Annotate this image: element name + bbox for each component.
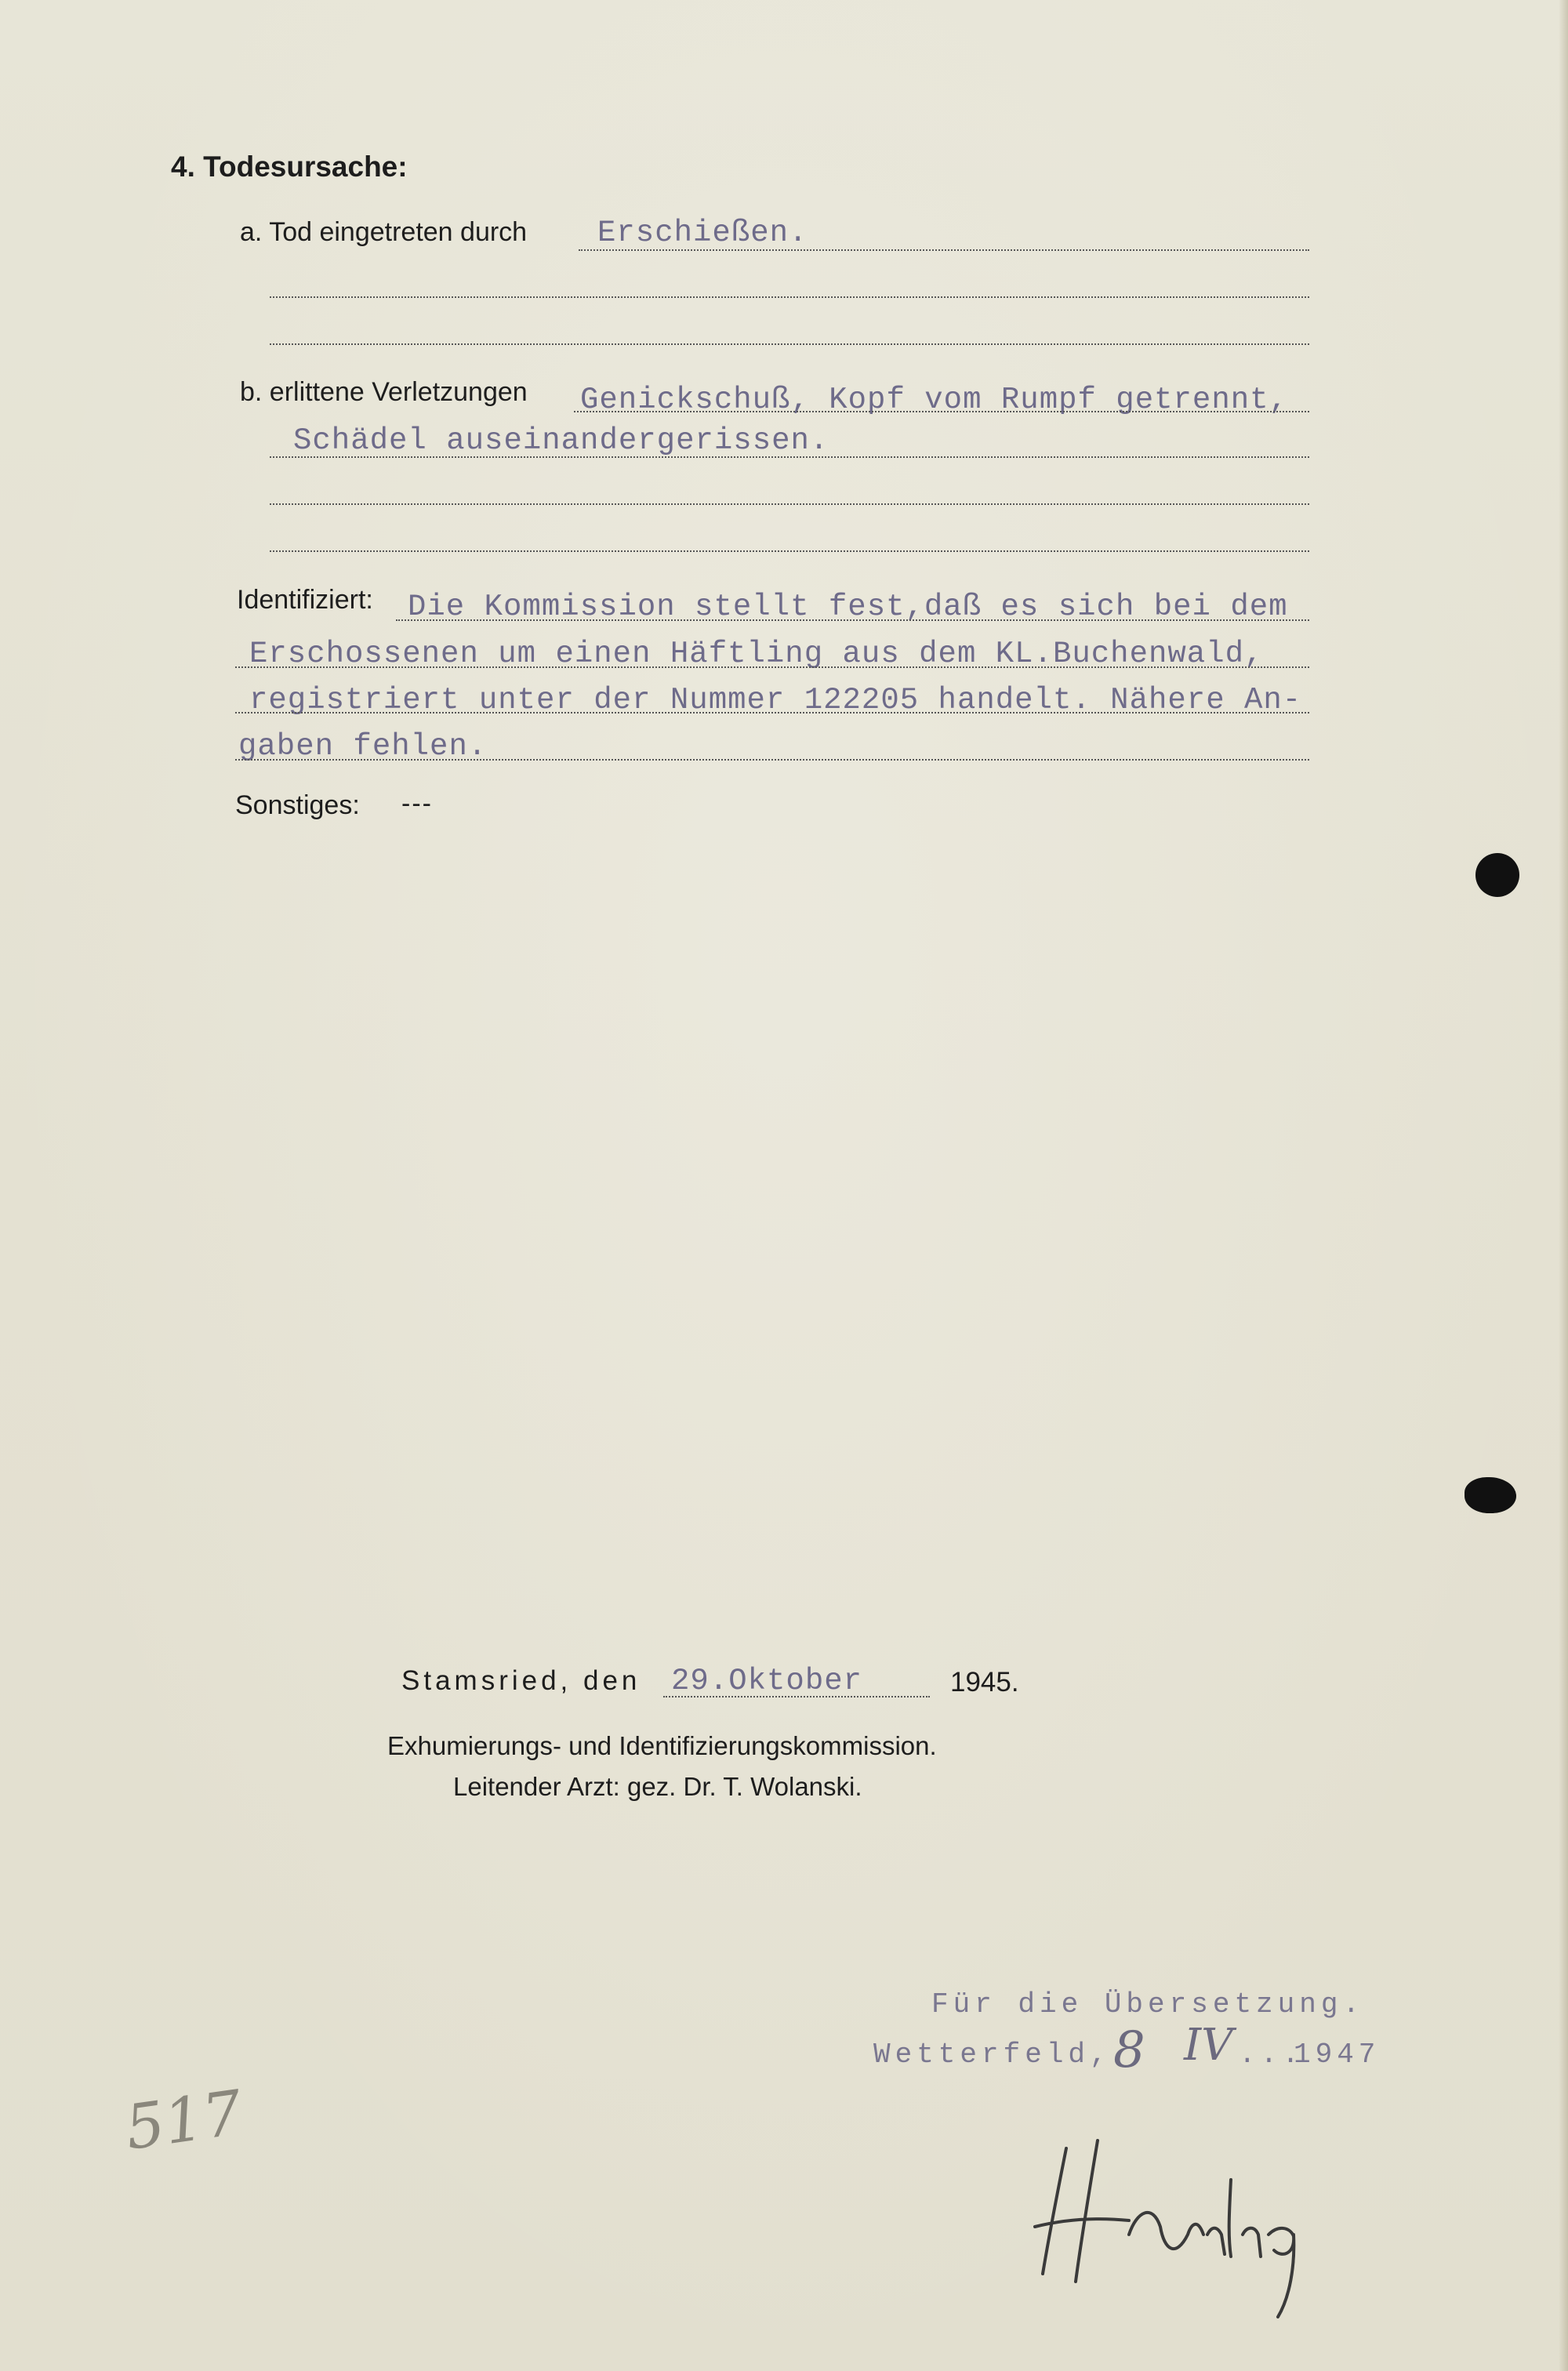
cause-value: Erschießen. [597,216,808,250]
dotted-line [396,619,1309,621]
dotted-line [270,503,1309,505]
dotted-line [235,666,1309,668]
dotted-line [270,343,1309,345]
translation-note: Für die Übersetzung. [931,1988,1365,2021]
signature [1019,2117,1348,2321]
identified-line4: gaben fehlen. [238,729,488,764]
cause-label: a. Tod eingetreten durch [240,217,528,247]
dotted-line [270,296,1309,298]
date-value: 29.Oktober [671,1664,863,1698]
dotted-line [574,411,1309,412]
punch-hole [1465,1477,1516,1513]
dotted-line [270,550,1309,552]
translation-place: Wetterfeld, [873,2039,1112,2071]
injuries-value-line2: Schädel auseinandergerissen. [293,423,829,458]
injuries-value-line1: Genickschuß, Kopf vom Rumpf getrennt, [580,383,1288,417]
other-value: --- [401,789,433,819]
dotted-line [235,759,1309,761]
punch-hole [1475,853,1519,897]
dotted-line [235,712,1309,713]
doctor-name: Leitender Arzt: gez. Dr. T. Wolanski. [453,1772,862,1801]
identified-line3: registriert unter der Nummer 122205 handelt. Nähere An- [249,683,1302,717]
identified-label: Identifiziert: [237,585,373,615]
identified-line1: Die Kommission stellt fest,daß es sich bei dem [408,590,1288,624]
section-heading: 4. Todesursache: [171,151,408,183]
dotted-line [270,456,1309,458]
translation-year-dots: ... [1239,2039,1304,2071]
page-edge-shadow [1559,0,1568,2371]
translation-day: 8 [1113,2021,1145,2079]
page-number: 517 [121,2078,247,2164]
year-text: 1945. [950,1667,1019,1697]
dotted-line [579,249,1309,251]
place-text: Stamsried, den [401,1665,641,1696]
translation-month: IV [1184,2020,1233,2071]
other-label: Sonstiges: [235,790,360,820]
commission-name: Exhumierungs- und Identifizierungskommission. [387,1731,937,1760]
identified-line2: Erschossenen um einen Häftling aus dem KL.Buchenwald, [249,637,1264,671]
injuries-label: b. erlittene Verletzungen [240,377,528,407]
translation-year: 1947 [1294,2039,1381,2071]
dotted-line [663,1696,930,1697]
